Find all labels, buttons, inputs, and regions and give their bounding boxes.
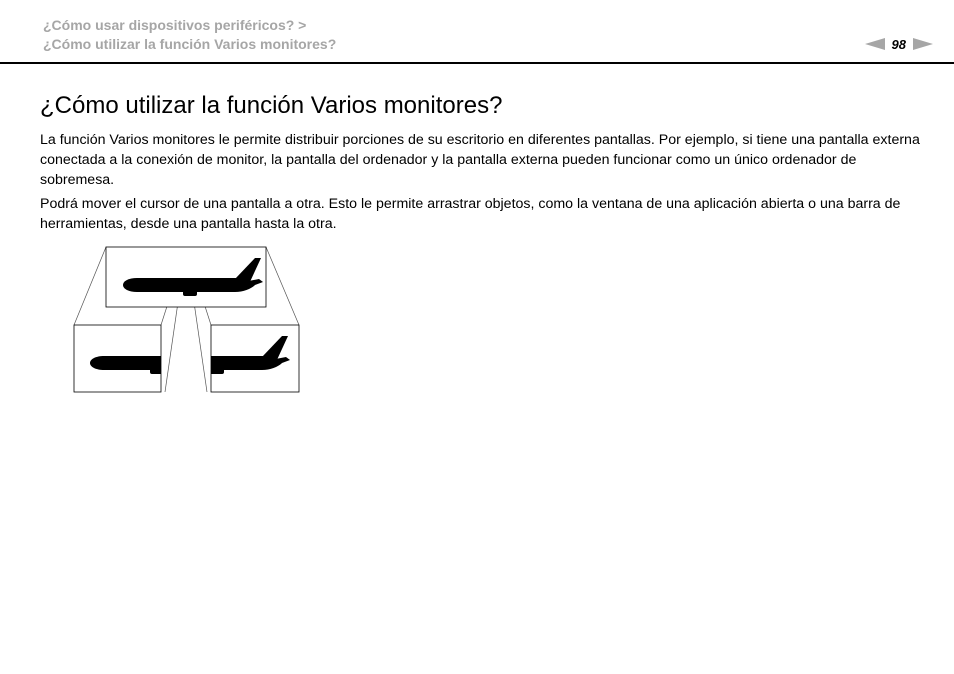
intro-paragraph: La función Varios monitores le permite distribuir porciones de su escritorio en diferentes pantallas. Por ejemplo, si tiene una pantalla externa conectada a la conexión de monitor, la pantalla del ordenador y la pantalla externa pueden funcionar como un único ordenador de sobremesa.: [40, 132, 920, 188]
page-title: ¿Cómo utilizar la función Varios monitores?: [40, 92, 503, 119]
page-number: 98: [891, 36, 906, 52]
breadcrumb: [43, 16, 336, 54]
page-navigation: [864, 36, 934, 52]
breadcrumb-link-varios-monitores[interactable]: ¿Cómo utilizar la función Varios monitores?: [43, 36, 337, 52]
header-divider: [0, 62, 954, 64]
breadcrumb-link-perifericos[interactable]: ¿Cómo usar dispositivos periféricos? >: [43, 17, 307, 33]
next-page-icon[interactable]: [912, 36, 934, 52]
previous-page-icon[interactable]: [864, 36, 886, 52]
multi-monitor-illustration: [70, 244, 304, 396]
cursor-paragraph: Podrá mover el cursor de una pantalla a otra. Esto le permite arrastrar objetos, como la ventana de una aplicación abierta o una barra de herramientas, desde una pantalla hasta la otra.: [40, 196, 901, 232]
